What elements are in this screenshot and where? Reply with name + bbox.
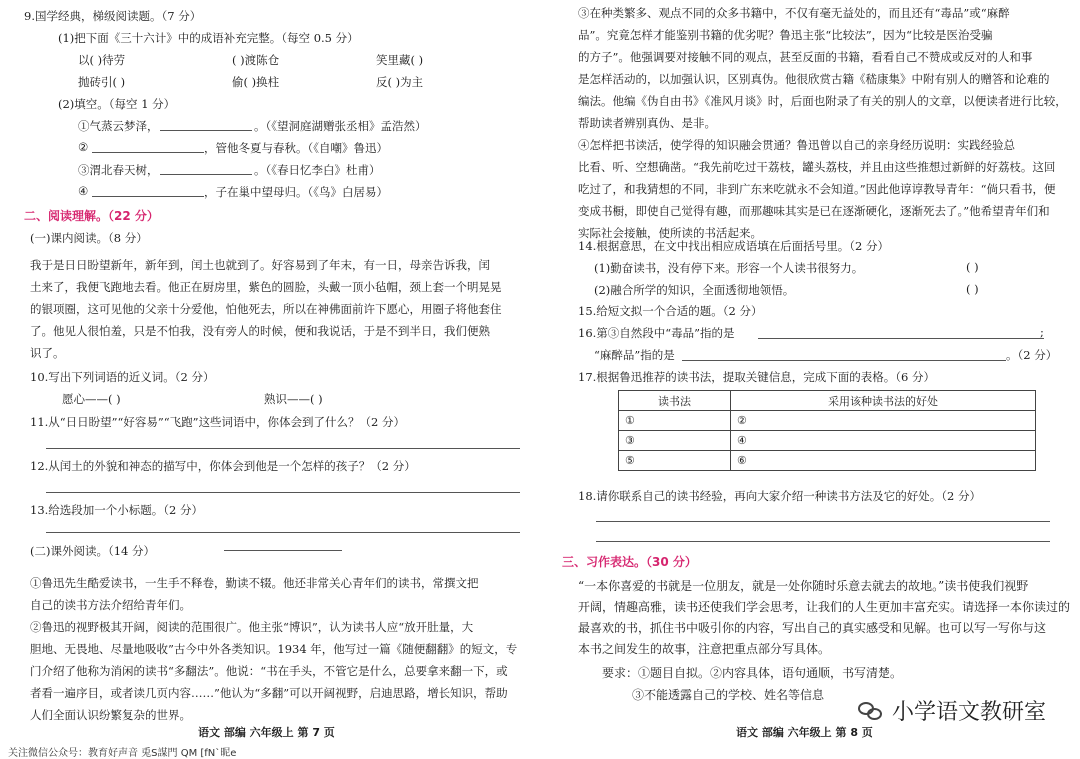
passage-line: 品”。究竟怎样才能鉴别书籍的优劣呢？鲁迅主张“比较法”，因为“比较是医治受骗: [578, 28, 993, 42]
q13: 13.给选段加一个小标题。（2 分）: [30, 503, 204, 517]
prompt-line: 最喜欢的书，抓住书中吸引你的内容，写出自己的真实感受和见解。也可以写一写你与这: [578, 621, 1047, 635]
title-blank-line[interactable]: [224, 550, 342, 551]
outer-passage: [30, 572, 517, 726]
passage-line: 的方子”。他强调要对接触不同的观点，甚至反面的书籍，看看自己不赞成或反对的人和事: [578, 50, 1033, 64]
fill-1-blank[interactable]: [160, 130, 252, 131]
table-header: 采用该种读书法的好处: [731, 391, 1036, 411]
q14: 14.根据意思，在文中找出相应成语填在后面括号里。（2 分）: [578, 239, 890, 253]
table-row: [619, 431, 1036, 451]
table-header-row: [619, 391, 1036, 411]
fill-3-blank[interactable]: [160, 174, 252, 175]
table-cell[interactable]: ②: [731, 411, 1036, 431]
fill-2-start: ②: [78, 140, 89, 154]
passage-line: 人们全面认识纷繁复杂的世界。: [30, 708, 191, 722]
q16-b-end: 。（2 分）: [1006, 348, 1058, 362]
inner-reading-title: (一)课内阅读。（8 分）: [30, 231, 148, 245]
outer-reading-title: (二)课外阅读。（14 分）: [30, 544, 156, 558]
passage-line: 实际社会接触，使所读的书活起来。: [578, 226, 762, 240]
passage-line: 吃过了，和我猜想的不同，非到广东来吃就永不会知道。”因此他谆谆教导青年：“倘只看书，便: [578, 182, 1056, 196]
q11: 11.从“日日盼望”“好容易”“飞跑”这些词语中，你体会到了什么？（2 分）: [30, 415, 406, 429]
passage-line: ③在种类繁多、观点不同的众多书籍中，不仅有毫无益处的，而且还有“毒品”或“麻醉: [578, 6, 1010, 20]
passage-line: 的银项圈，这可见他的父亲十分爱他，怕他死去，所以在神佛面前许下愿心，用圈子将他套住: [30, 302, 502, 316]
passage-line: 编法。他编《伪自由书》《准风月谈》时，后面也附录了有关的别人的文章，以便读者进行比较，: [578, 94, 1067, 108]
idiom-4: 抛砖引( ): [78, 75, 126, 89]
idiom-6: 反( )为主: [376, 75, 424, 89]
idiom-5: 偷( )换柱: [232, 75, 280, 89]
fill-3-start: ③渭北春天树，: [78, 163, 159, 177]
idiom-3: 笑里藏( ): [376, 53, 424, 67]
q16-a: 16.第③自然段中“毒品”指的是: [578, 326, 735, 340]
bottom-note: 关注微信公众号：教育好声音 兎S謀門 QM [fN`昵e: [8, 748, 237, 759]
reading-method-table: [618, 390, 1036, 471]
passage-line: 比看、听、空想确凿。“我先前吃过干荔枝，罐头荔枝，并且由这些推想过新鲜的好荔枝。这回: [578, 160, 1056, 174]
q10-a: 愿心——( ): [62, 392, 121, 406]
passage-continued: [578, 2, 1067, 244]
q16-b: “麻醉品”指的是: [594, 348, 675, 362]
page-footer-right: 语文 部编 六年级上 第 8 页: [736, 726, 873, 739]
passage-line: 者看一遍序目，或者读几页内容……”他认为“多翻”可以开阔视野，启迪思路，增长知识，帮助: [30, 686, 508, 700]
fill-4-start: ④: [78, 184, 89, 198]
prompt-line: 本书之间发生的故事，注意把重点部分写具体。: [578, 642, 831, 656]
prompt-line: “一本你喜爱的书就是一位朋友，就是一处你随时乐意去就去的故地。”读书使我们视野: [578, 579, 1029, 593]
table-row: [619, 451, 1036, 471]
q14-2: (2)融合所学的知识，全面透彻地领悟。: [594, 283, 795, 297]
essay-prompt: [578, 576, 1070, 660]
q9-sub2: (2)填空。（每空 1 分）: [58, 97, 176, 111]
q14-2-paren[interactable]: ( ): [966, 282, 979, 296]
idiom-1: 以( )待劳: [78, 53, 126, 67]
q10-b: 熟识——( ): [264, 392, 323, 406]
fill-2-blank[interactable]: [92, 152, 204, 153]
q9-title: 9.国学经典，梯级阅读题。（7 分）: [24, 9, 202, 23]
table-cell[interactable]: ⑤: [619, 451, 731, 471]
q18: 18.请你联系自己的读书经验，再向大家介绍一种读书方法及它的好处。（2 分）: [578, 489, 982, 503]
inner-passage: [30, 254, 502, 364]
fill-4-blank[interactable]: [92, 196, 204, 197]
q15: 15.给短文拟一个合适的题。（2 分）: [578, 304, 763, 318]
q17: 17.根据鲁迅推荐的读书法，提取关键信息，完成下面的表格。（6 分）: [578, 370, 936, 384]
table-cell[interactable]: ①: [619, 411, 731, 431]
table-header: 读书法: [619, 391, 731, 411]
right-page: [540, 0, 1080, 759]
fill-4-end: ，子在巢中望母归。（《鸟》白居易）: [204, 185, 388, 199]
q14-1: (1)勤奋读书，没有停下来。形容一个人读书很努力。: [594, 261, 864, 275]
q14-1-paren[interactable]: ( ): [966, 260, 979, 274]
essay-req-2: ③不能透露自己的学校、姓名等信息: [632, 688, 825, 702]
passage-line: 门介绍了他称为消闲的读书“多翻法”。他说：“书在手头，不管它是什么，总要拿来翻一下，或: [30, 664, 508, 678]
q16-b-blank[interactable]: [682, 360, 1006, 361]
q12-answer-line[interactable]: [46, 492, 520, 493]
essay-req-1: 要求：①题目自拟。②内容具体，语句通顺，书写清楚。: [602, 666, 903, 680]
passage-line: 识了。: [30, 346, 65, 360]
q12: 12.从闰土的外貌和神态的描写中，你体会到他是一个怎样的孩子？（2 分）: [30, 459, 416, 473]
fill-2-end: ，管他冬夏与春秋。（《自嘲》鲁迅）: [204, 141, 388, 155]
section-3-heading: 三、习作表达。（30 分）: [562, 555, 697, 569]
passage-line: 我于是日日盼望新年，新年到，闰土也就到了。好容易到了年末，有一日，母亲告诉我，闰: [30, 258, 490, 272]
table-cell[interactable]: ③: [619, 431, 731, 451]
table-cell[interactable]: ④: [731, 431, 1036, 451]
q10: 10.写出下列词语的近义词。（2 分）: [30, 370, 215, 384]
fill-1-end: 。（《望洞庭湖赠张丞相》孟浩然）: [254, 119, 427, 133]
q13-answer-line[interactable]: [46, 532, 520, 533]
brand-name: 小学语文教研室: [891, 700, 1046, 725]
passage-line: ④怎样把书读活，使学得的知识融会贯通？鲁迅曾以自己的亲身经历说明：实践经验总: [578, 138, 1015, 152]
table-cell[interactable]: ⑥: [731, 451, 1036, 471]
q16-a-end: ;: [1040, 325, 1044, 339]
passage-line: 变成书橱，即使自己觉得有趣，而那趣味其实是已在逐渐硬化，逐渐死去了。”他希望青年们和: [578, 204, 1050, 218]
passage-line: 是怎样活动的，以加强认识，区别真伪。他很欣赏古籍《嵇康集》中附有别人的赠答和论难的: [578, 72, 1050, 86]
passage-line: 胆地、无畏地、尽量地吸收”古今中外各类知识。1934 年，他写过一篇《随便翻翻》的短文，专: [30, 642, 518, 656]
passage-line: ②鲁迅的视野极其开阔，阅读的范围很广。他主张“博识”，认为读书人应“放开肚量，大: [30, 620, 474, 634]
fill-3-end: 。（《春日忆李白》杜甫）: [254, 163, 381, 177]
q18-answer-line-2[interactable]: [596, 541, 1050, 542]
idiom-2: ( )渡陈仓: [232, 53, 280, 67]
page-footer-left: 语文 部编 六年级上 第 7 页: [198, 726, 335, 739]
fill-1-start: ①气蒸云梦泽，: [78, 119, 159, 133]
passage-line: 自己的读书方法介绍给青年们。: [30, 598, 191, 612]
q9-sub1: (1)把下面《三十六计》中的成语补充完整。（每空 0.5 分）: [58, 31, 359, 45]
brand-watermark: [858, 695, 1046, 726]
section-2-heading: 二、阅读理解。（22 分）: [24, 209, 159, 223]
prompt-line: 开阔，情趣高雅，读书还使我们学会思考，让我们的人生更加丰富充实。请选择一本你读过的: [578, 600, 1071, 614]
passage-line: 了。他见人很怕羞，只是不怕我，没有旁人的时候，便和我说话，于是不到半日，我们便熟: [30, 324, 490, 338]
passage-line: 帮助读者辨别真伪、是非。: [578, 116, 716, 130]
passage-line: ①鲁迅先生酷爱读书，一生手不释卷，勤读不辍。他还非常关心青年们的读书，常撰文把: [30, 576, 479, 590]
wechat-icon: [858, 700, 884, 722]
q16-a-blank[interactable]: [758, 338, 1044, 339]
q11-answer-line[interactable]: [46, 448, 520, 449]
passage-line: 土来了，我便飞跑地去看。他正在厨房里，紫色的圆脸，头戴一顶小毡帽，颈上套一个明晃晃: [30, 280, 502, 294]
q18-answer-line-1[interactable]: [596, 521, 1050, 522]
table-row: [619, 411, 1036, 431]
